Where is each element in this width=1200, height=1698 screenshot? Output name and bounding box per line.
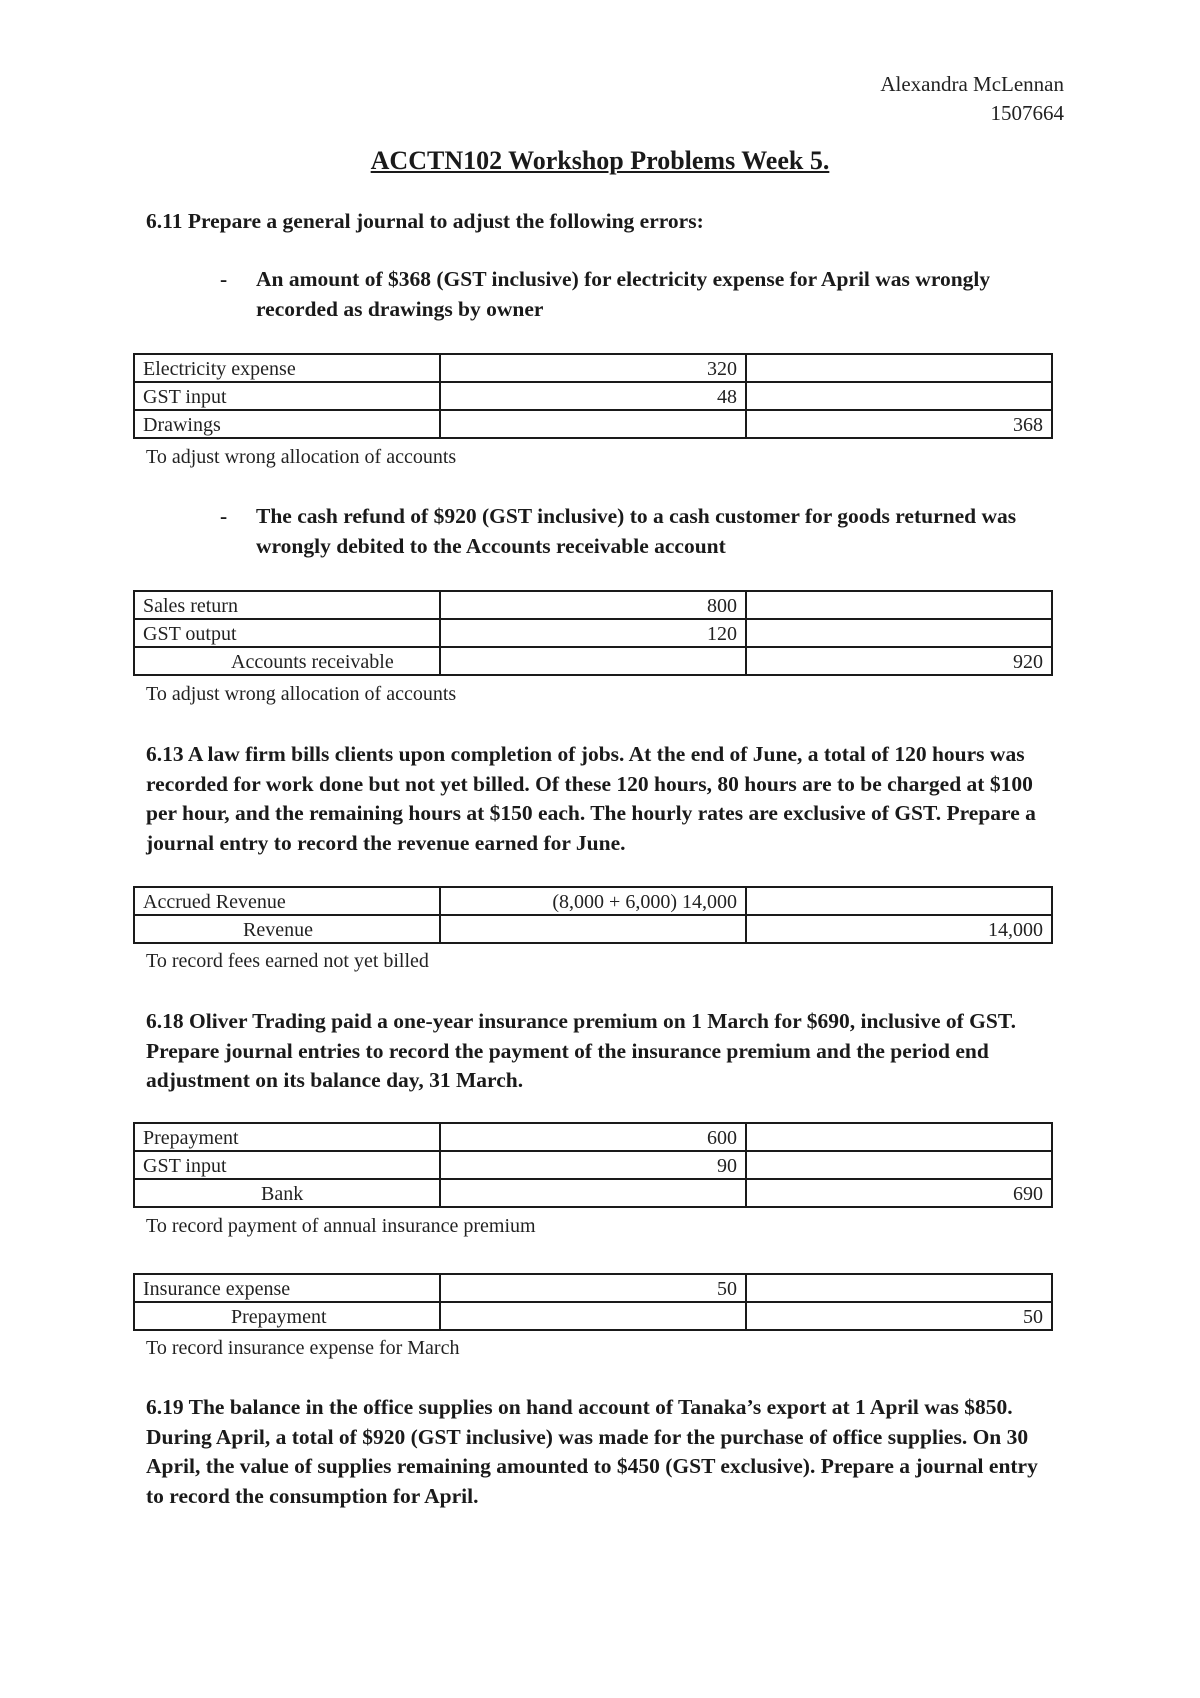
journal-row	[134, 619, 1052, 647]
journal-narration: To adjust wrong allocation of accounts	[146, 446, 457, 468]
journal-row	[134, 382, 1052, 410]
bullet-text: An amount of $368 (GST inclusive) for electricity expense for April was wrongly recorded as drawings by owner	[256, 267, 991, 321]
question-6-11-heading: 6.11 Prepare a general journal to adjust the following errors:	[146, 209, 704, 233]
account-cell: GST output	[134, 619, 440, 647]
credit-cell: 690	[746, 1179, 1052, 1207]
account-cell: Accounts receivable	[134, 647, 440, 675]
bullet-dash: -	[220, 504, 228, 528]
journal-row	[134, 647, 1052, 675]
debit-cell: 600	[440, 1123, 746, 1151]
journal-row	[134, 887, 1052, 915]
account-cell: Revenue	[134, 915, 440, 943]
credit-cell	[746, 619, 1052, 647]
journal-row	[134, 1123, 1052, 1151]
account-cell: Sales return	[134, 591, 440, 619]
journal-narration: To adjust wrong allocation of accounts	[146, 683, 457, 705]
journal-row	[134, 1274, 1052, 1302]
debit-cell: 90	[440, 1151, 746, 1179]
credit-cell	[746, 887, 1052, 915]
account-cell: Prepayment	[134, 1302, 440, 1330]
bullet-refund-error	[220, 502, 1056, 561]
debit-cell: 800	[440, 591, 746, 619]
debit-cell	[440, 1179, 746, 1207]
journal-row	[134, 1302, 1052, 1330]
credit-cell	[746, 354, 1052, 382]
journal-row	[134, 1151, 1052, 1179]
journal-row	[134, 591, 1052, 619]
question-6-19-heading: 6.19 The balance in the office supplies on hand account of Tanaka’s export at 1 April was $850. During April, a total of $920 (GST inclusive) was made for the purchase of office supplies. On 30 April, the value of supplies remaining amounted to $450 (GST exclusive). Prepare a journal entry to record the consumption for April.	[146, 1395, 1038, 1508]
journal-table-insurance-payment	[133, 1122, 1053, 1208]
account-cell: Drawings	[134, 410, 440, 438]
credit-cell: 920	[746, 647, 1052, 675]
question-6-18-heading: 6.18 Oliver Trading paid a one-year insurance premium on 1 March for $690, inclusive of GST. Prepare journal entries to record the payment of the insurance premium and the period end adjustment on its balance day, 31 March.	[146, 1009, 1016, 1092]
bullet-electricity-error	[220, 265, 1056, 324]
author-name: Alexandra McLennan	[880, 72, 1064, 96]
account-cell: Insurance expense	[134, 1274, 440, 1302]
credit-cell	[746, 1151, 1052, 1179]
journal-row	[134, 410, 1052, 438]
debit-cell: 48	[440, 382, 746, 410]
question-6-13-heading: 6.13 A law firm bills clients upon completion of jobs. At the end of June, a total of 120 hours was recorded for work done but not yet billed. Of these 120 hours, 80 hours are to be charged at $100 per hour, and the remaining hours at $150 each. The hourly rates are exclusive of GST. Prepare a journal entry to record the revenue earned for June.	[146, 742, 1036, 855]
page-title: ACCTN102 Workshop Problems Week 5.	[370, 146, 830, 175]
debit-cell	[440, 915, 746, 943]
credit-cell	[746, 1123, 1052, 1151]
journal-narration: To record fees earned not yet billed	[146, 950, 429, 972]
author-block	[880, 70, 1064, 128]
account-cell: Prepayment	[134, 1123, 440, 1151]
credit-cell: 50	[746, 1302, 1052, 1330]
journal-table-insurance-expense	[133, 1273, 1053, 1331]
debit-cell: 320	[440, 354, 746, 382]
journal-narration: To record insurance expense for March	[146, 1337, 460, 1359]
journal-table-refund	[133, 590, 1053, 676]
account-cell: Accrued Revenue	[134, 887, 440, 915]
journal-table-electricity	[133, 353, 1053, 439]
credit-cell	[746, 591, 1052, 619]
debit-cell: (8,000 + 6,000) 14,000	[440, 887, 746, 915]
journal-table-accrued-revenue	[133, 886, 1053, 944]
debit-cell	[440, 647, 746, 675]
student-id: 1507664	[990, 101, 1064, 125]
credit-cell	[746, 382, 1052, 410]
journal-narration: To record payment of annual insurance premium	[146, 1215, 536, 1237]
account-cell: Electricity expense	[134, 354, 440, 382]
journal-row	[134, 915, 1052, 943]
bullet-dash: -	[220, 267, 228, 291]
account-cell: GST input	[134, 1151, 440, 1179]
credit-cell	[746, 1274, 1052, 1302]
journal-row	[134, 354, 1052, 382]
debit-cell: 50	[440, 1274, 746, 1302]
credit-cell: 14,000	[746, 915, 1052, 943]
journal-row	[134, 1179, 1052, 1207]
account-cell: Bank	[134, 1179, 440, 1207]
bullet-text: The cash refund of $920 (GST inclusive) to a cash customer for goods returned was wrongly debited to the Accounts receivable account	[256, 504, 1017, 558]
credit-cell: 368	[746, 410, 1052, 438]
debit-cell	[440, 410, 746, 438]
debit-cell	[440, 1302, 746, 1330]
account-cell: GST input	[134, 382, 440, 410]
debit-cell: 120	[440, 619, 746, 647]
